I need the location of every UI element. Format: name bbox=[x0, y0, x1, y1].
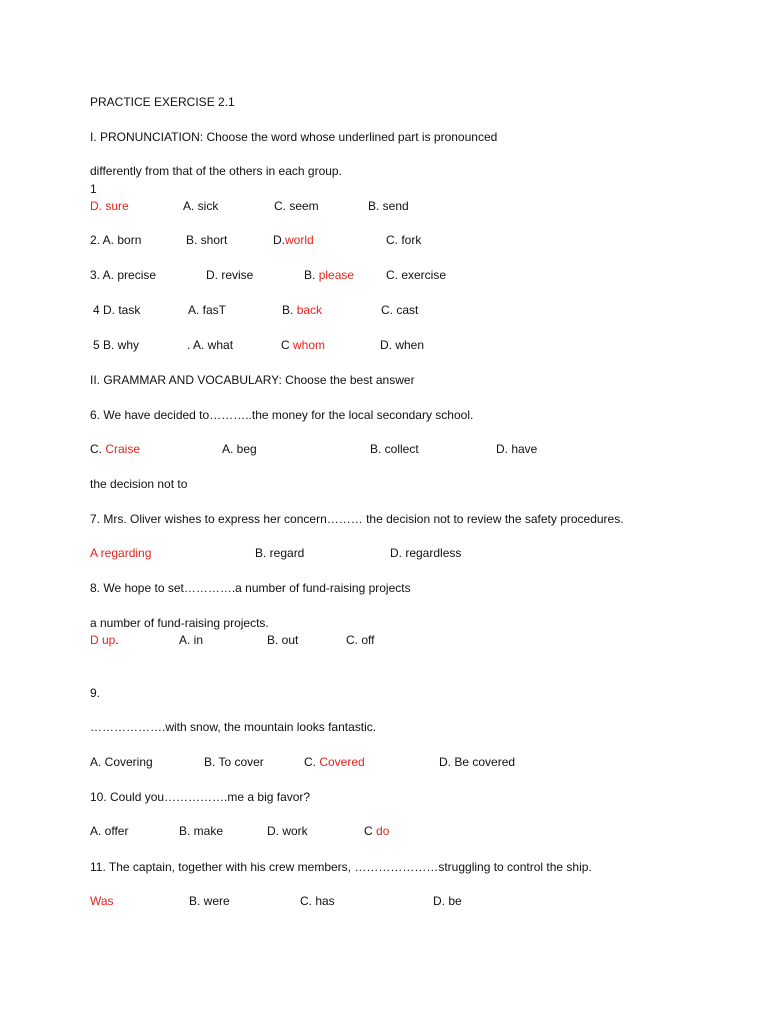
q11-option-d: D. be bbox=[433, 894, 462, 908]
q3-option-b-prefix: B. bbox=[304, 268, 316, 282]
q7-option-b: B. regard bbox=[255, 546, 305, 560]
q10-option-c-prefix: C bbox=[364, 824, 373, 838]
q8-answer-period: . bbox=[115, 633, 119, 647]
q7-answer: A regarding bbox=[90, 546, 152, 560]
q4-option-b-prefix: B. bbox=[282, 303, 294, 317]
q10-option-b: B. make bbox=[179, 824, 224, 838]
q9-option-b: B. To cover bbox=[204, 755, 264, 769]
q3-option-a: 3. A. precise bbox=[90, 268, 157, 282]
q5-option-c-answer: whom bbox=[293, 338, 326, 352]
q3-option-b bbox=[304, 268, 354, 282]
q4-option-a: A. fasT bbox=[188, 303, 227, 317]
q5-option-c bbox=[281, 338, 325, 352]
q11-answer: Was bbox=[90, 894, 114, 908]
q4-option-c: C. cast bbox=[381, 303, 419, 317]
q11-option-b: B. were bbox=[189, 894, 230, 908]
q10-option-a: A. offer bbox=[90, 824, 129, 838]
q10-option-c-answer: do bbox=[376, 824, 390, 838]
q9-number: 9. bbox=[90, 686, 101, 700]
q9-option-c bbox=[304, 755, 365, 769]
q6-option-c-prefix: C. bbox=[90, 442, 102, 456]
q10-option-c bbox=[364, 824, 389, 838]
page-title: PRACTICE EXERCISE 2.1 bbox=[90, 95, 235, 109]
q8-note: a number of fund-raising projects. bbox=[90, 616, 269, 630]
q5-option-a: . A. what bbox=[187, 338, 234, 352]
q1-option-c: C. seem bbox=[274, 199, 319, 213]
q5-option-d: D. when bbox=[380, 338, 425, 352]
q11-stem: 11. The captain, together with his crew members, …………………struggling to control the ship. bbox=[90, 860, 592, 874]
q2-option-d bbox=[273, 233, 314, 247]
q5-option-c-prefix: C bbox=[281, 338, 290, 352]
q9-stem: ……………….with snow, the mountain looks fantastic. bbox=[90, 720, 377, 734]
section-1-heading-continued: differently from that of the others in each group. bbox=[90, 164, 342, 178]
q4-option-b bbox=[282, 303, 322, 317]
q2-option-d-prefix: D. bbox=[273, 233, 285, 247]
q1-number: 1 bbox=[90, 182, 97, 196]
q6-option-c bbox=[90, 442, 140, 456]
q8-answer bbox=[90, 633, 119, 647]
q9-option-a: A. Covering bbox=[90, 755, 153, 769]
q9-option-c-prefix: C. bbox=[304, 755, 316, 769]
section-2-heading: II. GRAMMAR AND VOCABULARY: Choose the best answer bbox=[90, 373, 415, 387]
q9-option-c-answer: Covered bbox=[319, 755, 365, 769]
q3-option-b-answer: please bbox=[318, 268, 355, 282]
q3-option-c: C. exercise bbox=[386, 268, 447, 282]
q5-option-b: 5 B. why bbox=[93, 338, 140, 352]
q11-option-c: C. has bbox=[300, 894, 335, 908]
q6-option-b: B. collect bbox=[370, 442, 419, 456]
q6-option-a: A. beg bbox=[222, 442, 257, 456]
q10-option-d: D. work bbox=[267, 824, 308, 838]
q1-option-a: A. sick bbox=[183, 199, 219, 213]
q6-note: the decision not to bbox=[90, 477, 188, 491]
q8-option-a: A. in bbox=[179, 633, 204, 647]
q9-option-d: D. Be covered bbox=[439, 755, 516, 769]
q3-option-d: D. revise bbox=[206, 268, 254, 282]
q8-option-b: B. out bbox=[267, 633, 299, 647]
q10-stem: 10. Could you…………….me a big favor? bbox=[90, 790, 311, 804]
q4-option-d: 4 D. task bbox=[93, 303, 141, 317]
q6-stem: 6. We have decided to………..the money for the local secondary school. bbox=[90, 408, 474, 422]
q2-option-a: 2. A. born bbox=[90, 233, 142, 247]
q7-stem: 7. Mrs. Oliver wishes to express her concern……… the decision not to review the safety procedures. bbox=[90, 512, 624, 526]
q4-option-b-answer: back bbox=[296, 303, 323, 317]
q1-option-b: B. send bbox=[368, 199, 409, 213]
q1-answer: D. sure bbox=[90, 199, 129, 213]
q8-stem: 8. We hope to set………….a number of fund-raising projects bbox=[90, 581, 411, 595]
q2-option-d-answer: world bbox=[285, 233, 314, 247]
q6-option-c-answer: Craise bbox=[105, 442, 141, 456]
q2-option-b: B. short bbox=[186, 233, 228, 247]
q2-option-c: C. fork bbox=[386, 233, 422, 247]
q8-option-c: C. off bbox=[346, 633, 375, 647]
q8-answer-word: D up bbox=[90, 633, 116, 647]
q7-option-d: D. regardless bbox=[390, 546, 462, 560]
section-1-heading: I. PRONUNCIATION: Choose the word whose underlined part is pronounced bbox=[90, 130, 498, 144]
q6-option-d: D. have bbox=[496, 442, 538, 456]
